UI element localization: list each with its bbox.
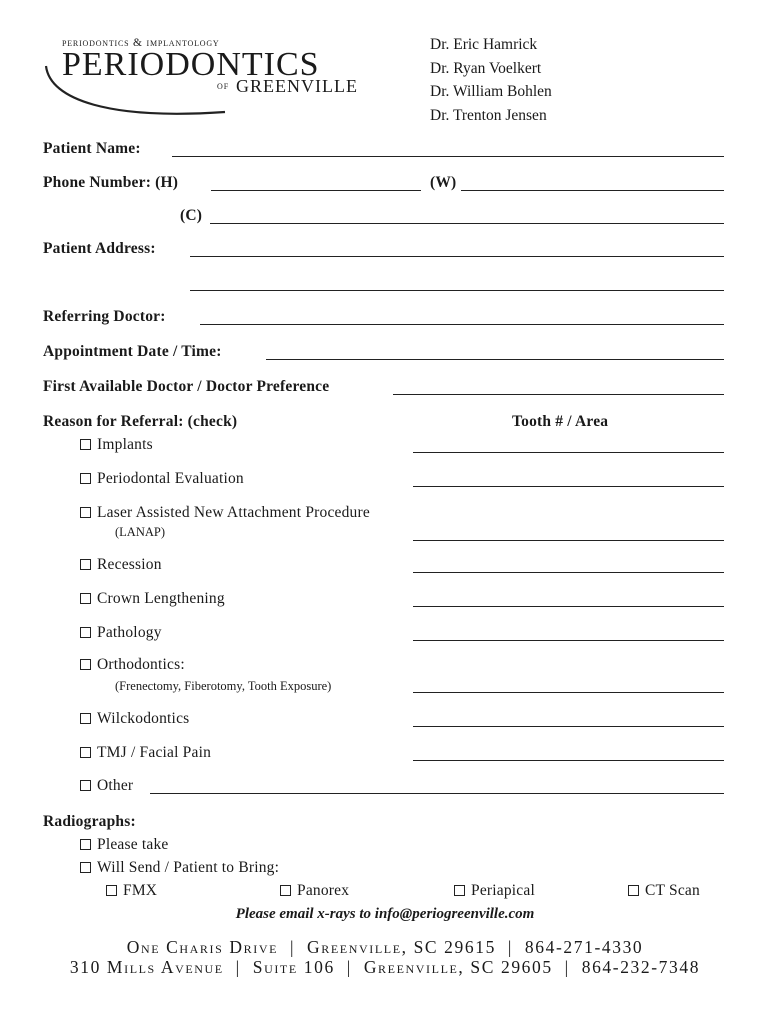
checkbox-icon[interactable] — [80, 439, 91, 450]
tooth-area-field[interactable] — [413, 572, 724, 573]
referral-item[interactable]: Laser Assisted New Attachment Procedure — [80, 504, 370, 522]
checkbox-icon[interactable] — [80, 507, 91, 518]
checkbox-icon[interactable] — [80, 473, 91, 484]
doctor-name: Dr. William Bohlen — [430, 83, 552, 100]
phone-cell-field[interactable] — [210, 223, 724, 224]
checkbox-icon[interactable] — [628, 885, 639, 896]
appointment-label: Appointment Date / Time: — [43, 343, 222, 360]
radiograph-type-option[interactable]: CT Scan — [628, 882, 700, 900]
patient-address-field[interactable] — [190, 256, 724, 257]
tooth-area-field[interactable] — [413, 692, 724, 693]
radiograph-type-option[interactable]: FMX — [106, 882, 157, 900]
logo-of: of — [217, 80, 230, 92]
doctor-name: Dr. Trenton Jensen — [430, 107, 547, 124]
referral-item[interactable]: Orthodontics: — [80, 656, 185, 674]
checkbox-icon[interactable] — [106, 885, 117, 896]
email-note: Please email x-rays to info@periogreenville.com — [235, 906, 535, 922]
footer-address-2: 310 Mills Avenue | Suite 106 | Greenville, SC 29605 | 864-232-7348 — [69, 957, 701, 977]
referral-item-note: (Frenectomy, Fiberotomy, Tooth Exposure) — [115, 679, 332, 693]
logo-tagline: periodontics & implantology — [62, 37, 220, 49]
other-field[interactable] — [150, 793, 724, 794]
checkbox-icon[interactable] — [80, 780, 91, 791]
patient-address-field-2[interactable] — [190, 290, 724, 291]
referring-doctor-field[interactable] — [200, 324, 724, 325]
checkbox-icon[interactable] — [80, 559, 91, 570]
phone-work-field[interactable] — [461, 190, 724, 191]
doctor-preference-field[interactable] — [393, 394, 724, 395]
checkbox-icon[interactable] — [454, 885, 465, 896]
referral-item[interactable]: Crown Lengthening — [80, 590, 225, 608]
phone-home-label: Phone Number: (H) — [43, 174, 179, 191]
tooth-area-field[interactable] — [413, 486, 724, 487]
patient-address-label: Patient Address: — [43, 240, 156, 257]
checkbox-icon[interactable] — [80, 747, 91, 758]
will-send-option[interactable]: Will Send / Patient to Bring: — [80, 859, 279, 877]
logo-name: PERIODONTICS — [62, 46, 320, 83]
referral-item[interactable]: Recession — [80, 556, 162, 574]
referral-item[interactable]: Other — [80, 777, 133, 795]
checkbox-icon[interactable] — [80, 713, 91, 724]
checkbox-icon[interactable] — [80, 839, 91, 850]
practice-logo — [40, 32, 385, 122]
checkbox-icon[interactable] — [280, 885, 291, 896]
logo-swoosh — [40, 60, 240, 120]
doctor-name: Dr. Eric Hamrick — [430, 36, 538, 53]
radiograph-type-option[interactable]: Periapical — [454, 882, 535, 900]
doctor-preference-label: First Available Doctor / Doctor Preference — [43, 378, 330, 395]
referral-item-note: (LANAP) — [115, 525, 165, 539]
radiographs-heading: Radiographs: — [43, 813, 136, 830]
tooth-area-field[interactable] — [413, 606, 724, 607]
checkbox-icon[interactable] — [80, 593, 91, 604]
tooth-area-field[interactable] — [413, 760, 724, 761]
checkbox-icon[interactable] — [80, 659, 91, 670]
tooth-area-field[interactable] — [413, 640, 724, 641]
tooth-area-field[interactable] — [413, 540, 724, 541]
tooth-area-field[interactable] — [413, 726, 724, 727]
referral-item[interactable]: TMJ / Facial Pain — [80, 744, 211, 762]
patient-name-field[interactable] — [172, 156, 724, 157]
logo-city: GREENVILLE — [236, 76, 358, 96]
referral-heading: Reason for Referral: (check) — [43, 413, 238, 430]
checkbox-icon[interactable] — [80, 627, 91, 638]
referral-item[interactable]: Pathology — [80, 624, 162, 642]
phone-cell-label: (C) — [180, 207, 203, 224]
radiograph-type-option[interactable]: Panorex — [280, 882, 349, 900]
referral-item[interactable]: Implants — [80, 436, 153, 454]
checkbox-icon[interactable] — [80, 862, 91, 873]
doctor-name: Dr. Ryan Voelkert — [430, 60, 542, 77]
referring-doctor-label: Referring Doctor: — [43, 308, 166, 325]
please-take-option[interactable]: Please take — [80, 836, 169, 854]
tooth-area-heading: Tooth # / Area — [512, 413, 609, 430]
phone-work-label: (W) — [430, 174, 457, 191]
footer-address-1: One Charis Drive | Greenville, SC 29615 | 864-271-4330 — [126, 937, 644, 957]
referral-item[interactable]: Wilckodontics — [80, 710, 189, 728]
tooth-area-field[interactable] — [413, 452, 724, 453]
phone-home-field[interactable] — [211, 190, 421, 191]
appointment-field[interactable] — [266, 359, 724, 360]
referral-item[interactable]: Periodontal Evaluation — [80, 470, 244, 488]
patient-name-label: Patient Name: — [43, 140, 141, 157]
